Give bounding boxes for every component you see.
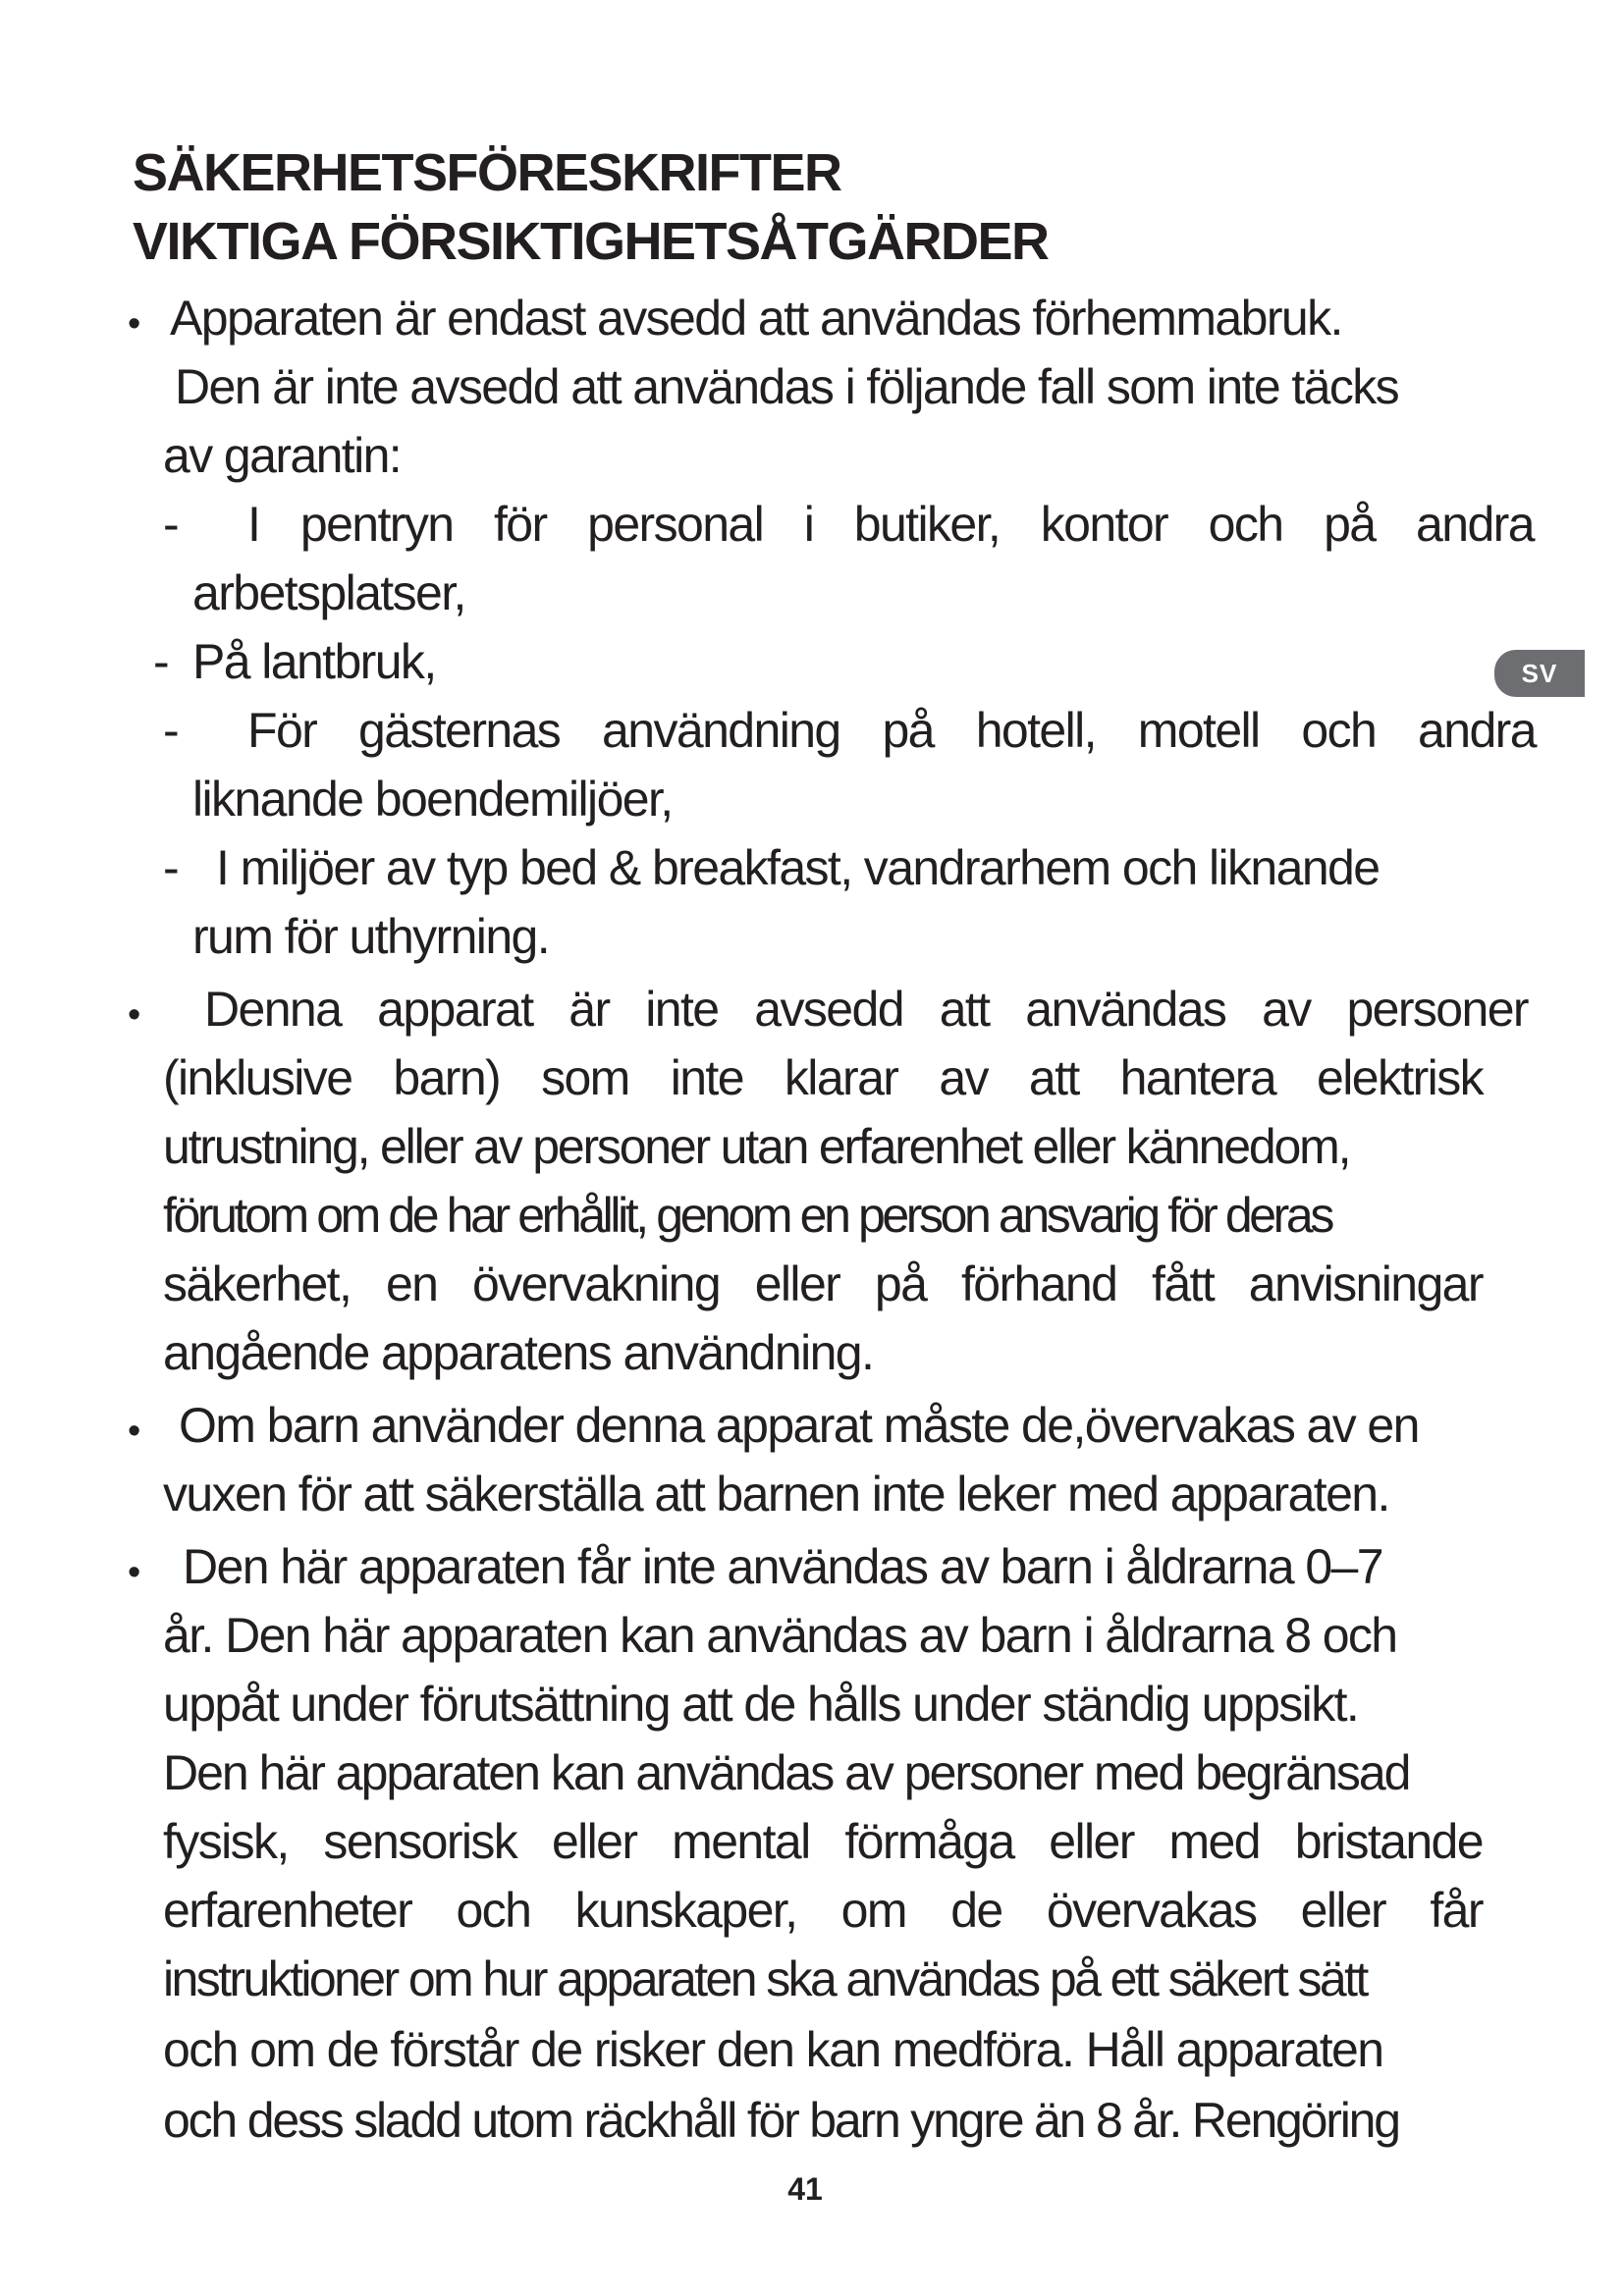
text-line: Den här apparaten får inte användas av barn i åldrarna 0–7 [183,1539,1382,1594]
text-line: rum för uthyrning. [192,909,550,964]
word: en [385,1256,438,1311]
word: användning [602,703,840,758]
word: förhand [960,1256,1117,1311]
word: butiker, [853,497,1001,552]
word: och [456,1883,531,1938]
word: erfarenheter [163,1883,412,1938]
word: på [874,1256,927,1311]
text-line-justified [163,1812,1483,1871]
dash-marker: - [163,497,180,552]
word: inte [670,1050,743,1105]
word: fysisk, [163,1814,289,1869]
word: sensorisk [323,1814,517,1869]
word: apparat [377,982,533,1037]
word: i [803,497,814,552]
word: I [247,497,260,552]
word: kontor [1040,497,1168,552]
word: personer [1346,982,1528,1037]
text-line: vuxen för att säkerställa att barnen inte leker med apparaten. [163,1467,1389,1522]
text-line-justified [247,701,1536,760]
word: inte [645,982,719,1037]
bullet-marker: • [128,303,141,345]
word: barn) [393,1050,501,1105]
word: övervakning [472,1256,721,1311]
text-line-justified [163,1048,1483,1107]
word: mental [672,1814,810,1869]
word: eller [754,1256,840,1311]
word: klarar [784,1050,898,1105]
word: övervakas [1046,1883,1257,1938]
text-line-justified [163,1255,1483,1313]
section-subtitle: VIKTIGA FÖRSIKTIGHETSÅTGÄRDER [133,212,1049,271]
dash-marker: - [153,634,170,689]
text-line: liknande boendemiljöer, [192,772,673,827]
word: För [247,703,317,758]
word: om [840,1883,906,1938]
word: att [939,982,990,1037]
word: och [1301,703,1377,758]
word: förmåga [844,1814,1014,1869]
word: de [950,1883,1002,1938]
text-line-justified [247,495,1534,554]
text-line: Om barn använder denna apparat måste de,övervakas av en [179,1398,1419,1453]
text-line: och dess sladd utom räckhåll för barn yngre än 8 år. Rengöring [163,2093,1399,2148]
word: Denna [204,982,342,1037]
text-line: år. Den här apparaten kan användas av barn i åldrarna 8 och [163,1608,1397,1663]
word: bristande [1294,1814,1483,1869]
word: hotell, [975,703,1096,758]
text-line: och om de förstår de risker den kan medföra. Håll apparaten [163,2022,1383,2077]
text-line: utrustning, eller av personer utan erfarenhet eller kännedom, [163,1119,1350,1174]
word: som [541,1050,629,1105]
word: motell [1137,703,1260,758]
dash-marker: - [163,703,180,758]
word: kunskaper, [574,1883,797,1938]
word: får [1430,1883,1483,1938]
page-number: 41 [787,2171,823,2207]
text-line: uppåt under förutsättning att de hålls under ständig uppsikt. [163,1677,1359,1732]
text-line-justified [163,1881,1483,1940]
word: pentryn [299,497,454,552]
word: anvisningar [1248,1256,1483,1311]
word: fått [1152,1256,1215,1311]
text-line: På lantbruk, [192,634,436,689]
text-line-justified [204,980,1528,1039]
text-line: förutom om de har erhållit, genom en person ansvarig för deras [163,1188,1331,1243]
bullet-marker: • [128,994,141,1036]
word: av [1262,982,1311,1037]
word: säkerhet, [163,1256,352,1311]
word: (inklusive [163,1050,352,1105]
word: andra [1416,497,1534,552]
text-line: instruktioner om hur apparaten ska användas på ett säkert sätt [163,1951,1367,2006]
text-line: av garantin: [163,428,402,483]
dash-marker: - [163,840,180,895]
text-line: arbetsplatser, [192,565,465,620]
text-line: I miljöer av typ bed & breakfast, vandrarhem och liknande [216,840,1380,895]
word: hantera [1119,1050,1276,1105]
word: att [1028,1050,1079,1105]
section-title: SÄKERHETSFÖRESKRIFTER [133,143,841,202]
language-tab-sv: SV [1494,650,1585,697]
word: avsedd [754,982,903,1037]
word: av [939,1050,988,1105]
text-line: angående apparatens användning. [163,1325,874,1380]
word: eller [1049,1814,1134,1869]
word: med [1168,1814,1260,1869]
word: andra [1418,703,1536,758]
word: elektrisk [1317,1050,1483,1105]
word: personal [587,497,764,552]
word: på [882,703,934,758]
word: eller [1300,1883,1386,1938]
word: är [568,982,610,1037]
text-line: Apparaten är endast avsedd att användas förhemmabruk. [170,291,1342,346]
word: på [1324,497,1376,552]
text-line: Den här apparaten kan användas av personer med begränsad [163,1745,1410,1800]
word: för [494,497,547,552]
word: användas [1025,982,1226,1037]
text-line: Den är inte avsedd att användas i följande fall som inte täcks [175,359,1399,414]
word: och [1208,497,1283,552]
word: eller [551,1814,637,1869]
bullet-marker: • [128,1552,141,1593]
bullet-marker: • [128,1411,141,1452]
word: gästernas [358,703,561,758]
